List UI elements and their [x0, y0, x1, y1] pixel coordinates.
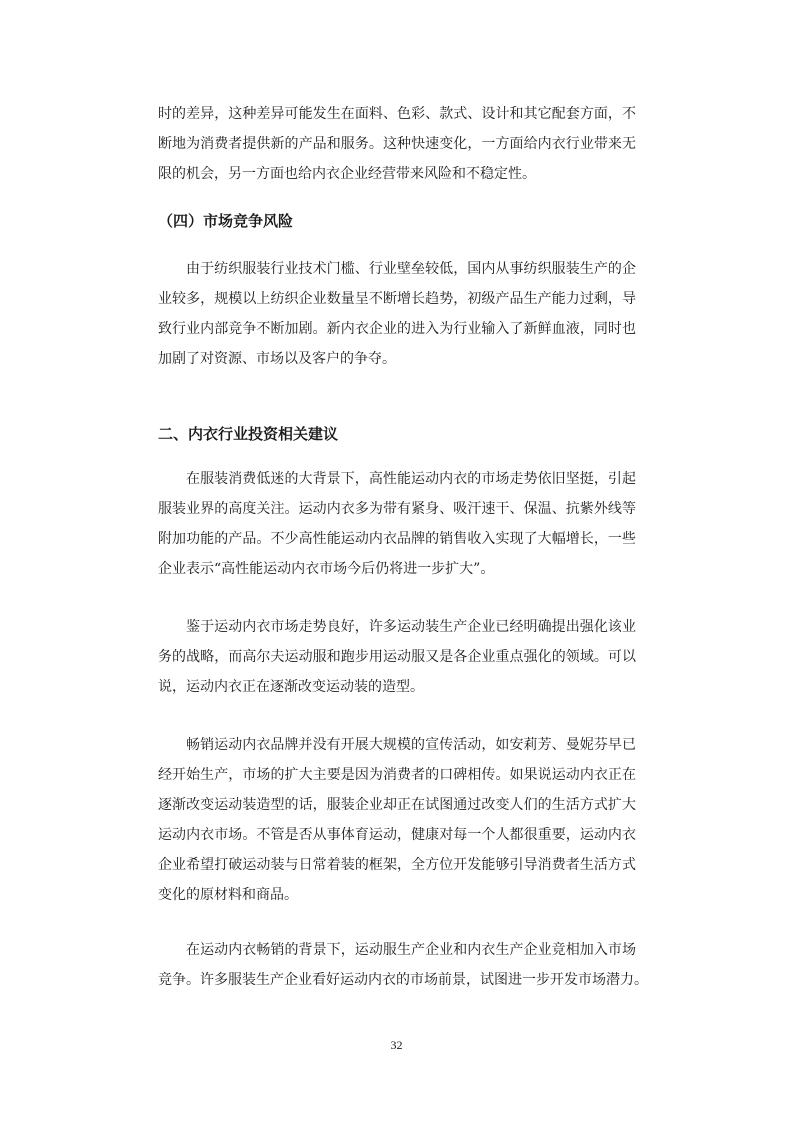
text-line: 经开始生产，市场的扩大主要是因为消费者的口碑相传。如果说运动内衣正在: [158, 767, 636, 783]
text-line: 说，运动内衣正在逐渐改变运动装的造型。: [158, 679, 424, 695]
paragraph-competition: [158, 254, 636, 374]
text-line: 畅销运动内衣品牌并没有开展大规模的宣传活动，如安莉芳、曼妮芬早已: [186, 737, 636, 753]
page-number: 32: [390, 1038, 403, 1052]
text-line: 竞争。许多服装生产企业看好运动内衣的市场前景，试图进一步开发市场潜力。: [158, 972, 648, 988]
text-line: 企业希望打破运动装与日常着装的框架，全方位开发能够引导消费者生活方式: [158, 857, 636, 873]
text-line: 务的战略，而高尔夫运动服和跑步用运动服又是各企业重点强化的领域。可以: [158, 649, 636, 665]
text-line: 服装业界的高度关注。运动内衣多为带有紧身、吸汗速干、保温、抗紫外线等: [158, 501, 636, 517]
text-line: 鉴于运动内衣市场走势良好，许多运动装生产企业已经明确提出强化该业: [186, 619, 636, 635]
section-heading-investment-advice: 二、内衣行业投资相关建议: [158, 425, 339, 443]
text-line: 在服装消费低迷的大背景下，高性能运动内衣的市场走势依旧坚挺，引起: [186, 471, 636, 487]
text-line: 运动内衣市场。不管是否从事体育运动，健康对每一个人都很重要，运动内衣: [158, 827, 636, 843]
paragraph-advice-1: [158, 464, 636, 584]
text-line: 逐渐改变运动装造型的话，服装企业却正在试图通过改变人们的生活方式扩大: [158, 797, 636, 813]
text-line: 企业表示“高性能运动内衣市场今后仍将进一步扩大”。: [158, 561, 495, 577]
text-line: 断地为消费者提供新的产品和服务。这种快速变化，一方面给内衣行业带来无: [158, 136, 636, 152]
paragraph-intro: [158, 99, 636, 189]
text-line: 限的机会，另一方面也给内衣企业经营带来风险和不稳定性。: [158, 166, 536, 182]
text-line: 加剧了对资源、市场以及客户的争夺。: [158, 351, 396, 367]
paragraph-advice-4: [158, 935, 648, 995]
text-line: 时的差异，这种差异可能发生在面料、色彩、款式、设计和其它配套方面，不: [158, 106, 636, 122]
text-line: 业较多，规模以上纺织企业数量呈不断增长趋势，初级产品生产能力过剩，导: [158, 291, 636, 307]
text-line: 附加功能的产品。不少高性能运动内衣品牌的销售收入实现了大幅增长，一些: [158, 531, 636, 547]
text-line: 由于纺织服装行业技术门槛、行业壁垒较低，国内从事纺织服装生产的企: [186, 261, 636, 277]
text-line: 致行业内部竞争不断加剧。新内衣企业的进入为行业输入了新鲜血液，同时也: [158, 321, 636, 337]
text-line: 在运动内衣畅销的背景下，运动服生产企业和内衣生产企业竞相加入市场: [186, 942, 636, 958]
section-heading-market-competition-risk: （四）市场竞争风险: [158, 212, 294, 230]
text-line: 变化的原材料和商品。: [158, 887, 298, 903]
paragraph-advice-2: [158, 612, 636, 702]
paragraph-advice-3: [158, 730, 636, 910]
